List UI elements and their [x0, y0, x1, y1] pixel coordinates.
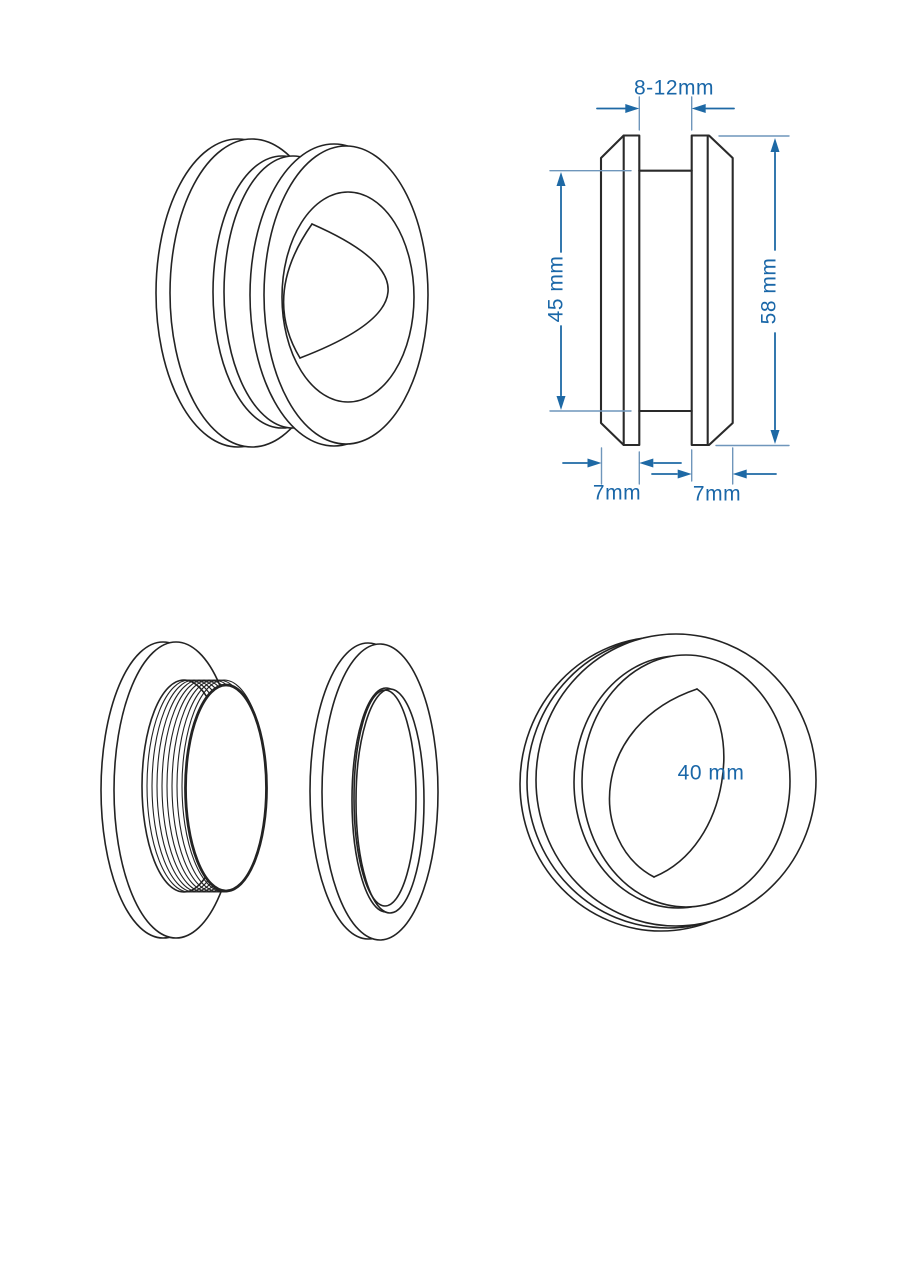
arrowhead [625, 104, 639, 113]
dim-label-flange-width-right: 7mm [692, 482, 742, 506]
plug-front-face [186, 685, 267, 891]
arrowhead [733, 470, 747, 479]
arrowhead [588, 459, 602, 468]
assembled-iso-view [156, 139, 428, 447]
arrowhead [771, 430, 780, 444]
ring-hole-front-edge [356, 689, 424, 913]
dim-label-glass-thickness: 8-12mm [633, 76, 715, 100]
arrowhead [678, 470, 692, 479]
dim-label-outer-diameter: 58 mm [757, 257, 781, 325]
arrowhead [771, 138, 780, 152]
cross-section-part [601, 136, 733, 446]
hole-front-edge [282, 192, 414, 402]
dim-label-flange-width-left: 7mm [592, 481, 642, 505]
dim-label-hole-diameter: 45 mm [544, 255, 568, 323]
dim-label-inner-diameter: 40 mm [677, 761, 745, 785]
arrowhead [557, 172, 566, 186]
right-flange-profile [692, 136, 733, 446]
exploded-view [101, 642, 438, 940]
arrowhead [692, 104, 706, 113]
left-flange-profile [601, 136, 639, 446]
arrowhead [557, 396, 566, 410]
front-view [520, 634, 816, 931]
arrowhead [639, 459, 653, 468]
